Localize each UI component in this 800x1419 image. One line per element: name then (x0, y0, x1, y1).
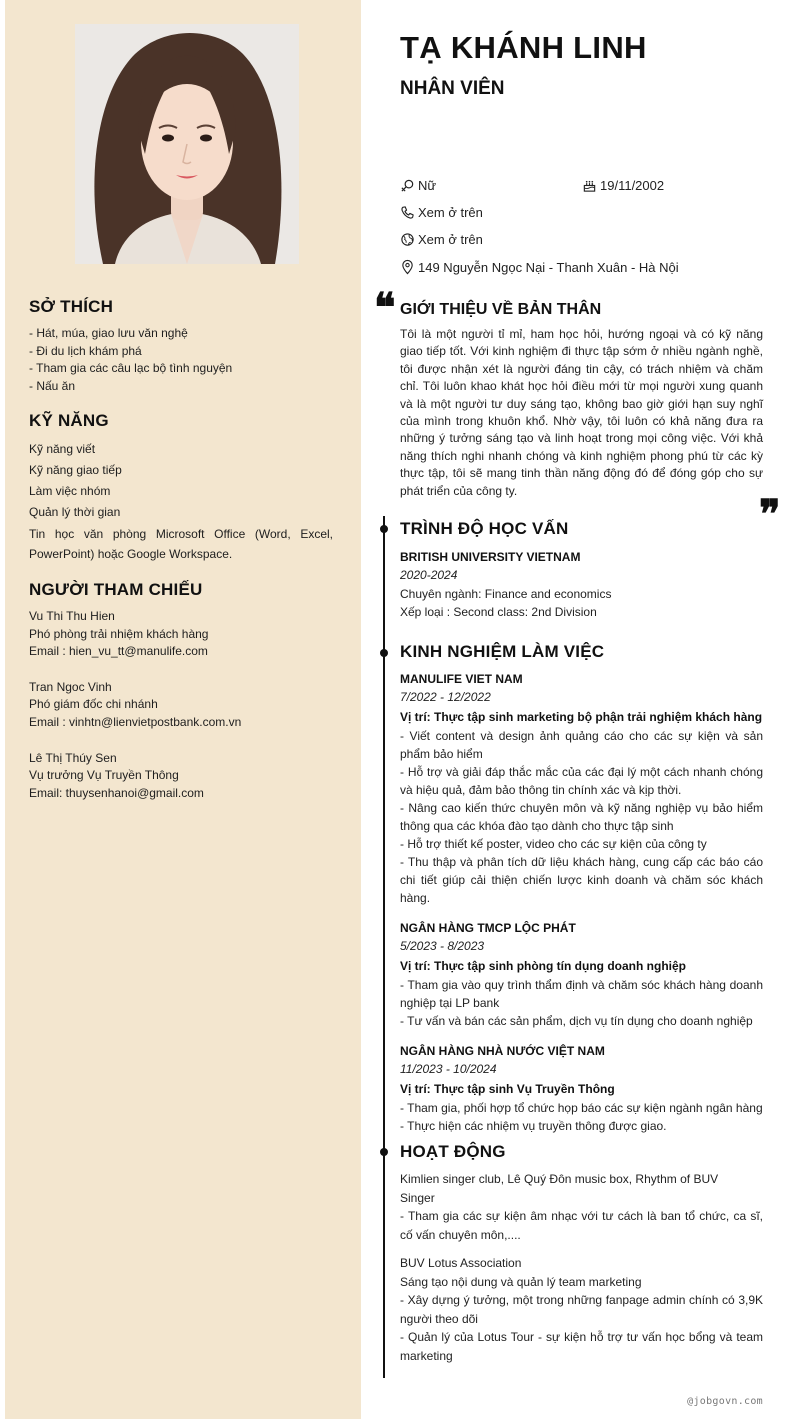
address-value: 149 Nguyễn Ngọc Nại - Thanh Xuân - Hà Nội (418, 259, 679, 275)
education-block (400, 548, 763, 621)
website-value: Xem ở trên (418, 231, 483, 247)
education-grade: Xếp loại : Second class: 2nd Division (400, 605, 597, 619)
phone-info (400, 203, 483, 221)
reference-position: Vụ trưởng Vụ Truyền Thông (29, 768, 179, 783)
job-duty: - Thu thập và phân tích dữ liệu khách hàng, cung cấp các báo cáo chi tiết giúp cải thiện chiến lược kinh doanh và chăm sóc khách hàng. (400, 855, 763, 905)
reference-position: Phó phòng trải nhiệm khách hàng (29, 626, 209, 641)
reference-entry (29, 679, 333, 732)
timeline-dot (380, 1148, 388, 1156)
reference-entry (29, 608, 333, 661)
full-name: TẠ KHÁNH LINH (400, 30, 647, 65)
job-duty: - Tư vấn và bán các sản phẩm, dịch vụ tín dụng cho doanh nghiệp (400, 1014, 753, 1028)
skills-title: KỸ NĂNG (29, 411, 109, 430)
activity-role: Sáng tạo nội dung và quản lý team marketing (400, 1274, 642, 1289)
reference-email: Email : hien_vu_tt@manulife.com (29, 644, 208, 659)
activities-title: HOẠT ĐỘNG (400, 1142, 506, 1161)
activity-detail: - Quản lý của Lotus Tour - sự kiện hỗ trợ tư vấn học bổng và team marketing (400, 1330, 763, 1363)
activity-entry (400, 1170, 763, 1244)
hobbies-title: SỞ THÍCH (29, 297, 114, 316)
globe-icon (400, 232, 415, 247)
job-duty: - Tham gia vào quy trình thẩm định và chăm sóc khách hàng doanh nghiệp tại LP bank (400, 978, 763, 1010)
website-info (400, 230, 483, 248)
job-entry (400, 670, 763, 907)
birthday-info (582, 176, 664, 194)
timeline-dot (380, 649, 388, 657)
job-duty: - Nâng cao kiến thức chuyên môn và kỹ năng nghiệp vụ bảo hiểm thông qua các khóa đào tạo dành cho thực tập sinh (400, 801, 763, 833)
skill-item: Kỹ năng giao tiếp (29, 463, 122, 477)
activity-org: Kimlien singer club, Lê Quý Đôn music box, Rhythm of BUV (400, 1172, 719, 1186)
job-duty: - Hỗ trợ và giải đáp thắc mắc của các đại lý một cách nhanh chóng và hiệu quả, đảm bảo thông tin chính xác và kịp thời. (400, 765, 763, 797)
profile-photo (75, 24, 299, 264)
education-major: Chuyên ngành: Finance and economics (400, 587, 612, 601)
skill-item: Quản lý thời gian (29, 505, 121, 519)
skill-item: Kỹ năng viết (29, 442, 96, 456)
location-pin-icon (400, 259, 415, 275)
sidebar (5, 0, 361, 1419)
reference-name: Lê Thị Thúy Sen (29, 750, 117, 765)
job-entry (400, 1042, 763, 1135)
job-position: Vị trí: Thực tập sinh phòng tín dụng doanh nghiệp (400, 959, 686, 973)
reference-email: Email : vinhtn@lienvietpostbank.com.vn (29, 714, 242, 729)
hobby-item: - Nấu ăn (29, 378, 76, 393)
job-company: MANULIFE VIET NAM (400, 672, 523, 686)
reference-name: Vu Thi Thu Hien (29, 609, 115, 623)
reference-name: Tran Ngoc Vinh (29, 679, 112, 694)
job-company: NGÂN HÀNG TMCP LỘC PHÁT (400, 921, 576, 935)
hobby-item: - Hát, múa, giao lưu văn nghệ (29, 326, 188, 340)
hobby-item: - Tham gia các câu lạc bộ tình nguyện (29, 361, 233, 376)
activity-org: BUV Lotus Association (400, 1256, 522, 1270)
reference-entry (29, 750, 333, 803)
job-position: Vị trí: Thực tập sinh Vụ Truyền Thông (400, 1082, 615, 1096)
timeline-line (383, 516, 385, 1378)
education-title: TRÌNH ĐỘ HỌC VẤN (400, 519, 569, 538)
school-name: BRITISH UNIVERSITY VIETNAM (400, 550, 581, 564)
skill-item: Tin học văn phòng Microsoft Office (Word, Excel, PowerPoint) hoặc Google Workspace. (29, 527, 333, 561)
job-period: 7/2022 - 12/2022 (400, 690, 491, 704)
skill-item: Làm việc nhóm (29, 484, 111, 498)
portrait-image (75, 24, 299, 264)
main-column (361, 0, 800, 1419)
intro-title: GIỚI THIỆU VỀ BẢN THÂN (400, 301, 602, 318)
job-position: Vị trí: Thực tập sinh marketing bộ phận trải nghiệm khách hàng (400, 710, 763, 724)
job-role: NHÂN VIÊN (400, 78, 505, 99)
experience-block (400, 670, 763, 1147)
job-duty: - Tham gia, phối hợp tổ chức họp báo các sự kiện ngành ngân hàng (400, 1101, 763, 1115)
phone-icon (400, 205, 415, 220)
timeline-dot (380, 525, 388, 533)
reference-email: Email: thuysenhanoi@gmail.com (29, 785, 204, 800)
gender-value: Nữ (418, 177, 437, 193)
hobbies-section (29, 297, 333, 395)
address-info (400, 258, 679, 276)
references-section (29, 580, 333, 820)
job-period: 5/2023 - 8/2023 (400, 939, 485, 953)
references-title: NGƯỜI THAM CHIẾU (29, 580, 203, 599)
education-period: 2020-2024 (400, 568, 458, 582)
gender-info (400, 176, 436, 194)
hobby-item: - Đi du lịch khám phá (29, 343, 142, 358)
phone-value: Xem ở trên (418, 204, 483, 220)
watermark: @jobgovn.com (687, 1396, 763, 1407)
activity-detail: - Tham gia các sự kiện âm nhạc với tư cách là ban tổ chức, ca sĩ, cố vấn chuyên môn,.... (400, 1209, 763, 1242)
activity-detail: - Xây dựng ý tưởng, một trong những fanpage admin chính có 3,9K người theo dõi (400, 1293, 763, 1326)
activities-block (400, 1170, 763, 1375)
job-entry (400, 919, 763, 1030)
reference-position: Phó giám đốc chi nhánh (29, 697, 158, 712)
quote-close-icon: ❞ (759, 491, 781, 538)
job-period: 11/2023 - 10/2024 (400, 1062, 497, 1076)
intro-text: Tôi là một người tỉ mỉ, ham học hỏi, hướng ngoại và có kỹ năng giao tiếp tốt. Với kinh nghiệm đi thực tập sớm ở nhiều ngành nghề, tôi được nhận xét là người đáng tin cậy, có trách nhiệm và chăm chỉ. Tôi luôn khao khát học hỏi điều mới từ mọi người xung quanh và là một người tư duy sáng tạo, không bao giờ giới hạn suy nghĩ của mình trong khuôn khổ. Nhờ vậy, tôi luôn có khả năng đưa ra những ý tưởng sáng tạo và linh hoạt trong mọi công việc. Với khả năng thích nghi nhanh chóng và kinh nghiệm phong phú từ các kỳ thực tập, tôi sẽ mang tinh thần năng động đó để đóng góp cho sự phát triển của công ty. (400, 327, 763, 498)
activity-role: Singer (400, 1190, 435, 1205)
job-duty: - Hỗ trợ thiết kế poster, video cho các sự kiện của công ty (400, 837, 707, 851)
quote-open-icon: ❝ (374, 284, 396, 331)
job-duty: - Thực hiện các nhiệm vụ truyền thông được giao. (400, 1119, 667, 1133)
job-company: NGÂN HÀNG NHÀ NƯỚC VIỆT NAM (400, 1044, 605, 1058)
activity-entry (400, 1254, 763, 1365)
gender-icon (400, 178, 415, 193)
experience-title: KINH NGHIỆM LÀM VIỆC (400, 642, 605, 661)
cake-icon (582, 178, 597, 193)
skills-section (29, 411, 333, 564)
job-duty: - Viết content và design ảnh quảng cáo cho các sự kiện và sản phẩm bảo hiểm (400, 729, 763, 761)
birthday-value: 19/11/2002 (600, 177, 665, 193)
